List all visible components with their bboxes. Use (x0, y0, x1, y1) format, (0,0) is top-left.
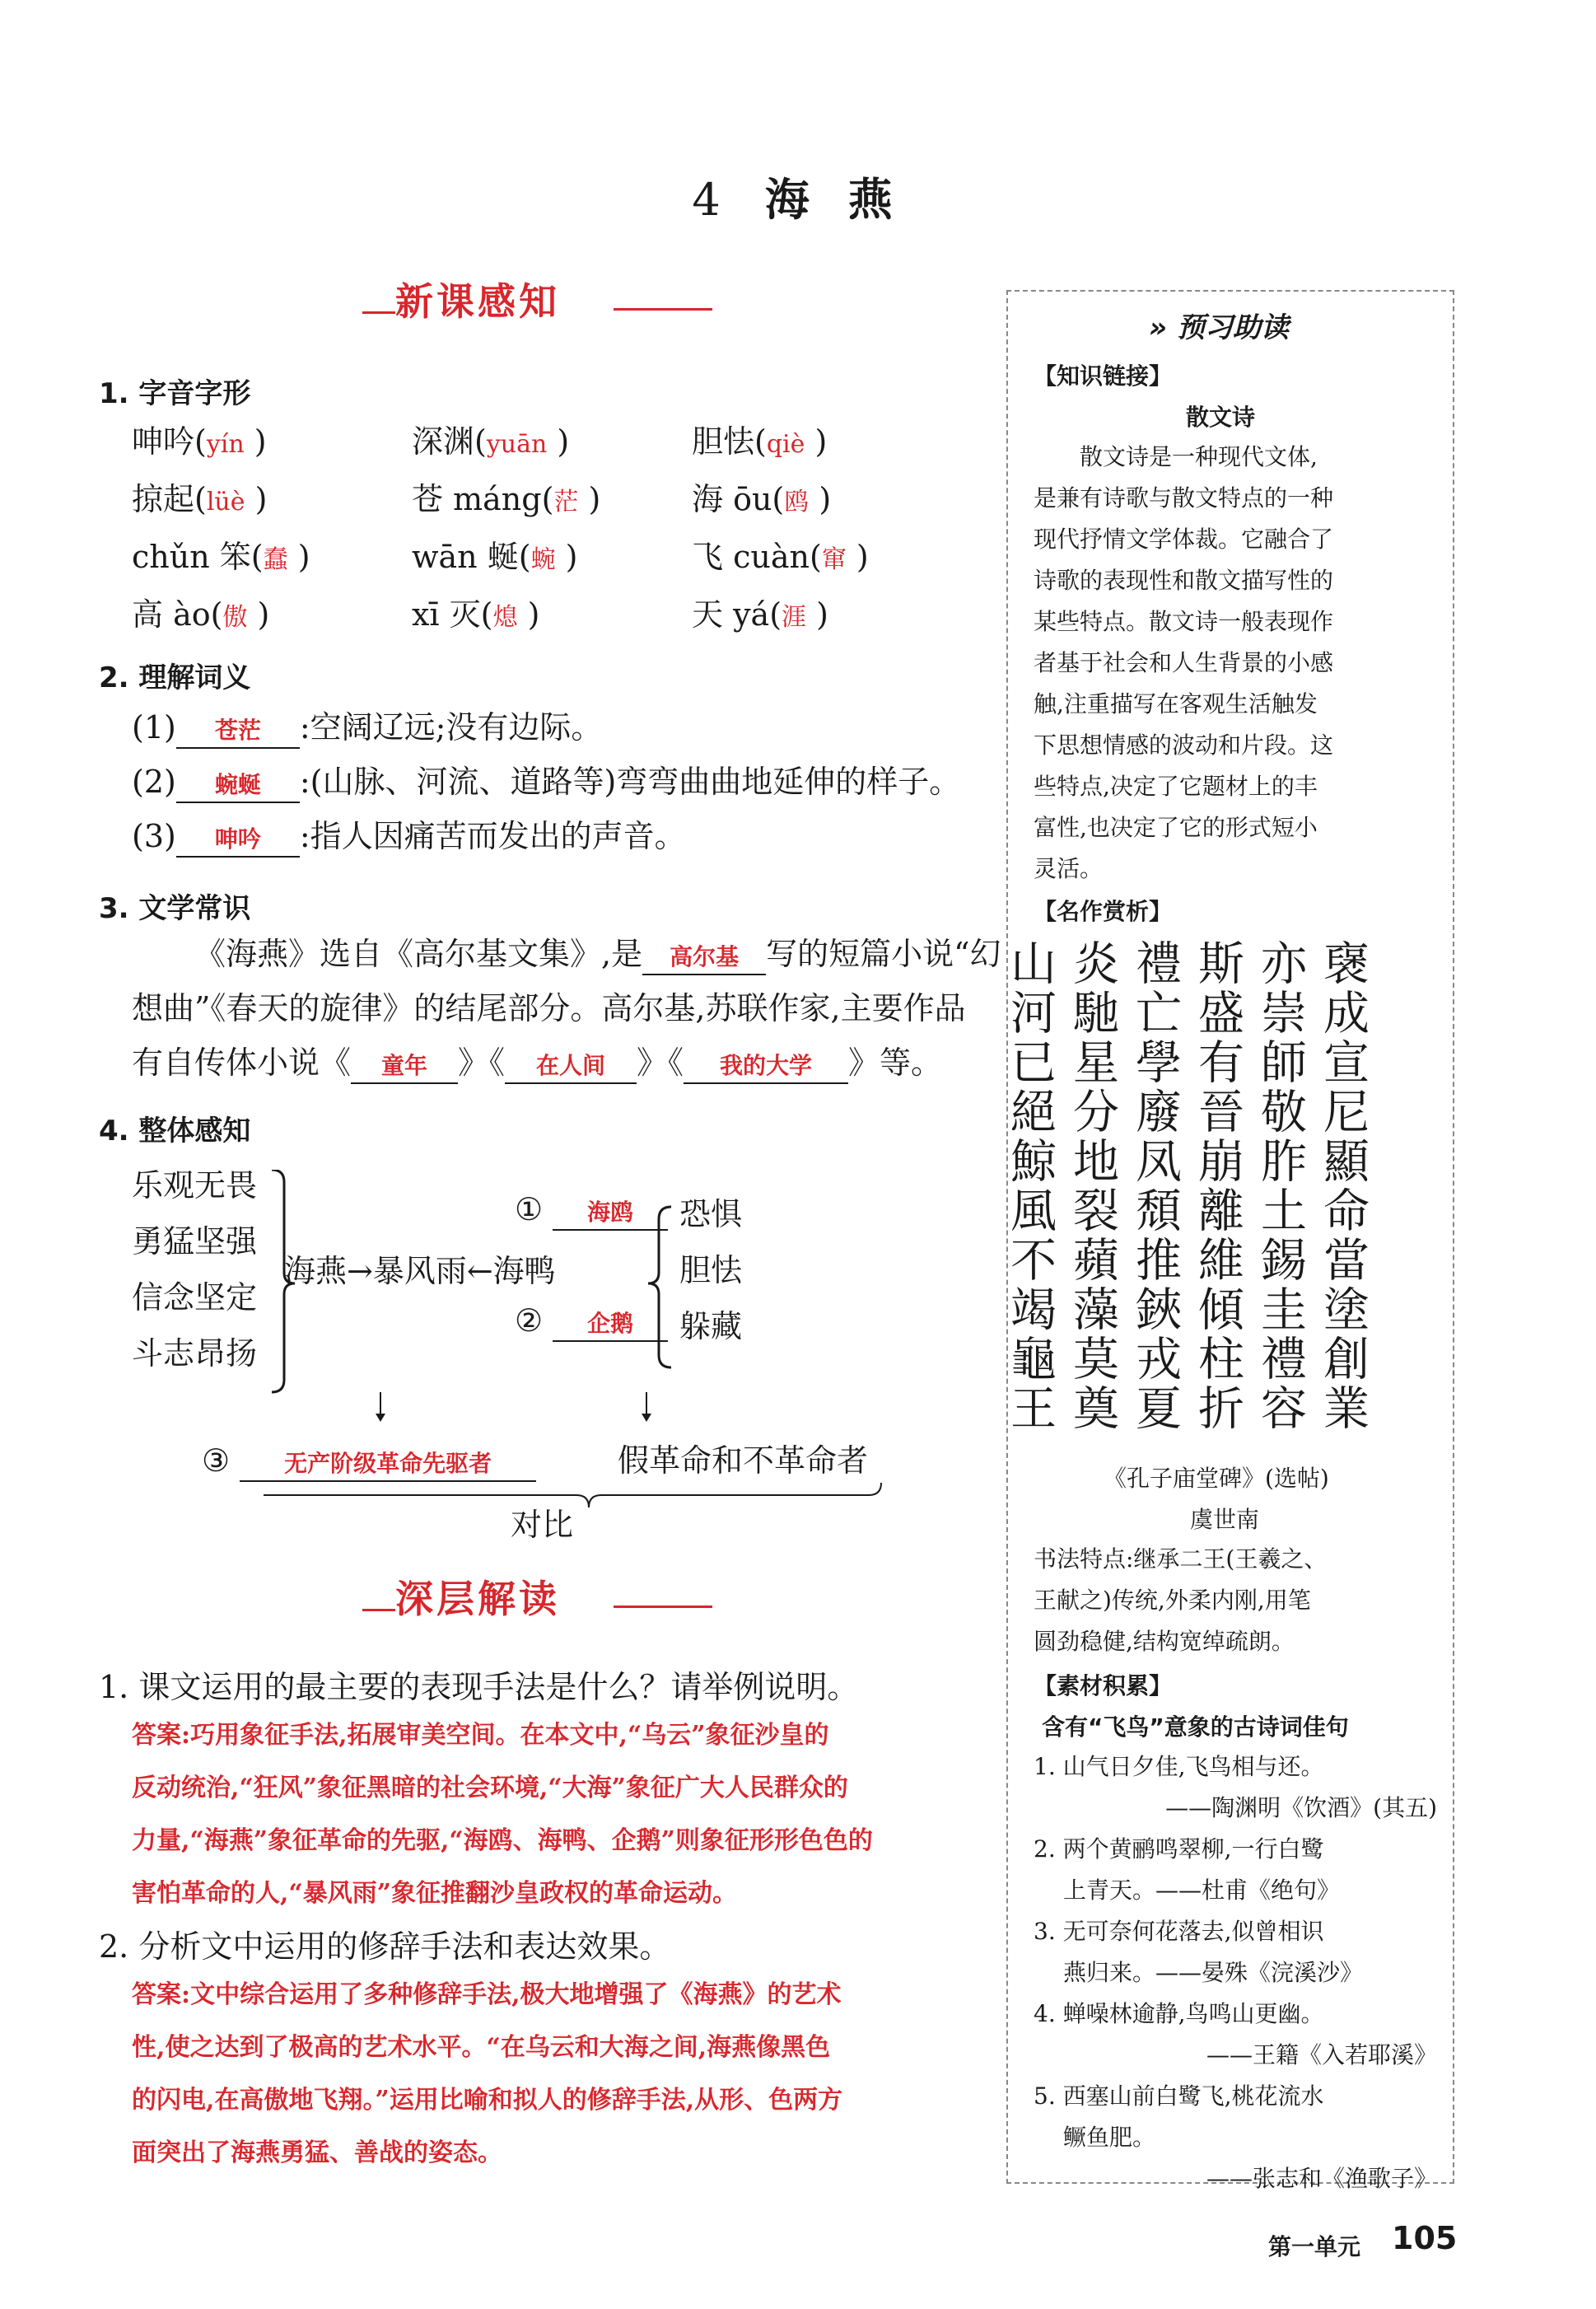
q3-line-3 (132, 1035, 988, 1090)
deep-answer-2-line (132, 2127, 980, 2180)
bird-trait: 恐惧 (679, 1196, 743, 1232)
page-number: 105 (1392, 2220, 1458, 2256)
pinyin-close: ) (805, 423, 828, 460)
pinyin-close: ) (578, 481, 601, 517)
pinyin-prompt: 呻吟( (132, 423, 207, 460)
pinyin-item (412, 589, 539, 634)
calligraphy-note-2: 王献之)传统,外柔内刚,用笔 (1034, 1587, 1311, 1614)
pinyin-prompt: xī 灭( (412, 596, 493, 633)
pinyin-item (132, 416, 267, 461)
pinyin-prompt: chǔn 笨( (132, 539, 264, 575)
q3-text: 有自传体小说《 (132, 1045, 352, 1081)
pinyin-close: ) (806, 596, 828, 633)
definition-text: :指人因痛苦而发出的声音。 (299, 818, 686, 854)
pinyin-close: ) (247, 596, 270, 633)
answer-text: 害怕革命的人,“暴风雨”象征推翻沙皇政权的革命运动。 (132, 1879, 737, 1908)
banner-line-left (362, 1609, 395, 1611)
definition-number: (2) (132, 764, 176, 800)
pinyin-answer: 鸥 (784, 488, 810, 516)
knowledge-link-line: 某些特点。散文诗一般表现作 (1034, 608, 1334, 635)
poem-line: 1. 山气日夕佳,飞鸟相与还。 (1034, 1753, 1324, 1780)
q3-answer-book1: 童年 (351, 1049, 458, 1084)
pinyin-item (412, 416, 569, 461)
pinyin-prompt: 海 ōu( (692, 481, 785, 517)
q3-line-1 (132, 927, 1001, 981)
q3-answer-author: 高尔基 (642, 941, 766, 975)
q3-text: 《海燕》选自《高尔基文集》,是 (194, 936, 643, 972)
masterpiece-label: 【名作赏析】 (1034, 898, 1173, 925)
knowledge-link-body (1034, 437, 1429, 890)
poem-line: 4. 蝉噪林逾静,鸟鸣山更幽。 (1034, 2000, 1324, 2027)
deep-answer-2-line (132, 2074, 980, 2127)
pinyin-answer: 蠢 (263, 545, 288, 574)
knowledge-link-line: 灵活。 (1034, 855, 1104, 882)
definition-item (132, 755, 961, 809)
seagull-trait: 乐观无畏 (132, 1167, 258, 1204)
answer-text: 力量,“海燕”象征革命的先驱,“海鸥、海鸭、企鹅”则象征形形色色的 (132, 1826, 873, 1855)
calligraphy-column: 斯盛有晉崩離維傾柱折 (1191, 939, 1244, 1433)
answer-text: 反动统治,“狂风”象征黑暗的社会环境,“大海”象征广大人民群众的 (132, 1774, 848, 1802)
answer-text: 性,使之达到了极高的艺术水平。“在乌云和大海之间,海燕像黑色 (132, 2033, 831, 2062)
knowledge-link-line: 散文诗是一种现代文体, (1080, 443, 1318, 470)
poem-line: 鳜鱼肥。 (1063, 2124, 1156, 2151)
pinyin-item (692, 416, 827, 461)
calligraphy-column: 禮亡學廢凤頹推鋏戎夏 (1128, 939, 1182, 1433)
pinyin-answer: 熄 (492, 603, 518, 632)
pinyin-close: ) (287, 539, 310, 575)
q4-left-words (132, 1157, 257, 1381)
calligraphy-column: 襃成宣尼顯命當塗創業 (1316, 939, 1370, 1433)
poem-line: 上青天。——杜甫《绝句》 (1063, 1877, 1341, 1904)
definition-answer: 苍茫 (176, 714, 300, 749)
pinyin-close: ) (809, 481, 832, 517)
bird-trait: 躲藏 (679, 1308, 743, 1344)
q4-item-1 (515, 1182, 668, 1236)
knowledge-link-line: 现代抒情文学体裁。它融合了 (1034, 526, 1334, 553)
q3-heading: 3. 文学常识 (99, 892, 251, 925)
pinyin-prompt: 胆怯( (692, 423, 767, 460)
q4-answer-penguin: 企鹅 (553, 1307, 668, 1342)
page-title (0, 165, 1596, 228)
pinyin-close: ) (555, 539, 578, 575)
poem-line: ——王籍《入若耶溪》 (1206, 2041, 1437, 2068)
q4-answer-seagull: 海鸥 (553, 1196, 668, 1231)
definition-answer: 呻吟 (176, 823, 300, 858)
calligraphy-column: 炎馳星分地裂蘋藻莫奠 (1066, 939, 1119, 1433)
knowledge-link-line: 诗歌的表现性和散文描写性的 (1034, 567, 1334, 594)
definition-number: (3) (132, 818, 176, 854)
poem-line: 2. 两个黄鹂鸣翠柳,一行白鹭 (1034, 1835, 1324, 1863)
seagull-trait: 信念坚定 (132, 1279, 258, 1316)
section-banner-deep-reading: 深层解读 (395, 1577, 560, 1621)
knowledge-link-line: 触,注重描写在客观生活触发 (1034, 690, 1318, 717)
pinyin-answer: yuān (486, 430, 548, 459)
bird-trait: 胆怯 (679, 1252, 743, 1288)
deep-answer-1-line (132, 1867, 980, 1920)
material-label: 【素材积累】 (1034, 1672, 1173, 1699)
calligraphy-author: 虞世南 (1190, 1506, 1260, 1533)
pinyin-prompt: 天 yá( (692, 596, 782, 633)
knowledge-link-line: 是兼有诗歌与散文特点的一种 (1034, 484, 1334, 512)
pinyin-item (692, 474, 831, 519)
deep-question-2: 2. 分析文中运用的修辞手法和表达效果。 (99, 1928, 671, 1965)
footer-unit: 第一单元 (1268, 2233, 1361, 2260)
q3-text: 》等。 (848, 1045, 943, 1081)
definition-item (132, 700, 955, 755)
q2-heading: 2. 理解词义 (99, 661, 251, 694)
pinyin-prompt: 高 ào( (132, 596, 223, 633)
deep-answer-1-line (132, 1709, 980, 1762)
poem-line: ——陶渊明《饮酒》(其五) (1165, 1794, 1437, 1821)
pinyin-item (132, 531, 310, 577)
lesson-number: 4 (692, 174, 732, 226)
deep-question-1: 1. 课文运用的最主要的表现手法是什么？请举例说明。 (99, 1669, 859, 1705)
calligraphy-image (1003, 939, 1371, 1450)
q4-right-words (679, 1186, 742, 1354)
pinyin-answer: 窜 (821, 545, 847, 574)
section-banner-new-lesson: 新课感知 (395, 279, 560, 324)
deep-answer-1 (132, 1709, 980, 1920)
pinyin-answer: 茫 (553, 488, 579, 516)
pinyin-answer: lüè (206, 488, 245, 516)
pinyin-item (412, 474, 600, 519)
q4-fake-revolutionaries: 假革命和不革命者 (618, 1442, 869, 1479)
answer-text: 巧用象征手法,拓展审美空间。在本文中,“乌云”象征沙皇的 (190, 1721, 829, 1750)
pinyin-answer: 蜿 (530, 545, 556, 574)
pinyin-close: ) (245, 481, 268, 517)
sidebar-title-text: 预习助读 (1176, 311, 1289, 344)
seagull-trait: 斗志昂扬 (132, 1335, 258, 1372)
pinyin-answer: yín (206, 430, 245, 459)
q3-text: 》《 (637, 1045, 684, 1081)
poem-line: ——张志和《渔歌子》 (1206, 2165, 1437, 2192)
calligraphy-column: 山河已絕鯨風不竭龜王 (1003, 939, 1057, 1433)
q3-answer-book3: 我的大学 (684, 1049, 848, 1084)
pinyin-prompt: 深渊( (412, 423, 487, 460)
circled-number-2: ② (515, 1302, 544, 1339)
calligraphy-caption: 《孔子庙堂碑》(选帖) (1104, 1465, 1329, 1492)
pinyin-prompt: wān 蜒( (412, 539, 531, 575)
calligraphy-note-1: 书法特点:继承二王(王羲之、 (1034, 1545, 1328, 1573)
poem-line: 5. 西塞山前白鹭飞,桃花流水 (1034, 2082, 1324, 2110)
knowledge-link-title: 散文诗 (1186, 404, 1256, 431)
answer-text: 面突出了海燕勇猛、善战的姿态。 (132, 2138, 502, 2167)
pinyin-answer: 傲 (222, 603, 248, 632)
answer-text: 文中综合运用了多种修辞手法,极大地增强了《海燕》的艺术 (190, 1980, 842, 2009)
deep-answer-2-line (132, 1969, 980, 2022)
lesson-title: 海 燕 (764, 173, 904, 226)
knowledge-link-line: 下思想情感的波动和片段。这 (1034, 731, 1334, 759)
deep-answer-1-line (132, 1762, 980, 1815)
q4-contrast-label: 对比 (511, 1507, 574, 1543)
knowledge-link-line: 富性,也决定了它的形式短小 (1034, 814, 1318, 841)
q1-heading: 1. 字音字形 (99, 377, 251, 410)
pinyin-prompt: 飞 cuàn( (692, 539, 822, 575)
pinyin-close: ) (517, 596, 540, 633)
q4-answer-pioneer: 无产阶级革命先驱者 (240, 1447, 536, 1482)
knowledge-link-label: 【知识链接】 (1034, 362, 1173, 390)
answer-text: 的闪电,在高傲地飞翔。”运用比喻和拟人的修辞手法,从形、色两方 (132, 2086, 843, 2115)
q4-item-3 (202, 1433, 536, 1488)
q4-center-relation: 海燕→暴风雨←海鸭 (284, 1253, 556, 1289)
pinyin-prompt: 苍 máng( (412, 481, 554, 517)
pinyin-close: ) (547, 423, 570, 460)
answer-label: 答案: (132, 1980, 191, 2009)
sidebar-title (1149, 305, 1289, 345)
poem-line: 3. 无可奈何花落去,似曾相识 (1034, 1918, 1324, 1945)
q4-item-2 (515, 1293, 668, 1348)
banner-line-left (362, 311, 395, 314)
knowledge-link-line: 者基于社会和人生背景的小感 (1034, 649, 1334, 676)
q3-line-2: 想曲”《春天的旋律》的结尾部分。高尔基,苏联作家,主要作品 (132, 990, 966, 1026)
deep-answer-2 (132, 1969, 980, 2180)
deep-answer-1-line (132, 1815, 980, 1867)
deep-answer-2-line (132, 2022, 980, 2074)
pinyin-answer: qiè (766, 430, 805, 459)
pinyin-item (132, 474, 267, 519)
pinyin-item (132, 589, 269, 634)
pinyin-item (692, 589, 828, 634)
definition-list (132, 700, 961, 863)
q3-text: 》《 (458, 1045, 506, 1081)
definition-text: :空阔辽远;没有边际。 (299, 709, 603, 746)
calligraphy-column: 亦崇師敬胙土錫圭禮容 (1253, 939, 1307, 1433)
pinyin-item (692, 531, 869, 577)
circled-number-3: ③ (202, 1442, 231, 1479)
poem-line: 燕归来。——晏殊《浣溪沙》 (1063, 1959, 1364, 1986)
material-title: 含有“飞鸟”意象的古诗词佳句 (1042, 1713, 1349, 1741)
definition-answer: 蜿蜒 (176, 769, 300, 803)
q4-heading: 4. 整体感知 (99, 1115, 251, 1147)
definition-item (132, 809, 955, 863)
double-chevron-icon: » (1149, 311, 1168, 344)
banner-line-right (614, 308, 712, 311)
q3-paragraph (132, 927, 1001, 1090)
answer-label: 答案: (132, 1721, 191, 1750)
definition-text: :(山脉、河流、道路等)弯弯曲曲地延伸的样子。 (299, 764, 961, 800)
pinyin-close: ) (846, 539, 869, 575)
pinyin-close: ) (244, 423, 267, 460)
knowledge-link-line: 些特点,决定了它题材上的丰 (1034, 773, 1318, 800)
definition-number: (1) (132, 709, 176, 746)
pinyin-prompt: 掠起( (132, 481, 207, 517)
poem-list (1034, 1746, 1437, 2199)
banner-line-right (614, 1606, 712, 1608)
circled-number-1: ① (515, 1191, 544, 1227)
seagull-trait: 勇猛坚强 (132, 1223, 258, 1260)
pinyin-answer: 涯 (782, 603, 807, 632)
pinyin-item (412, 531, 577, 577)
q3-answer-book2: 在人间 (505, 1049, 637, 1084)
q3-text: 写的短篇小说“幻 (766, 936, 1001, 972)
calligraphy-note-3: 圆劲稳健,结构宽绰疏朗。 (1034, 1628, 1295, 1655)
